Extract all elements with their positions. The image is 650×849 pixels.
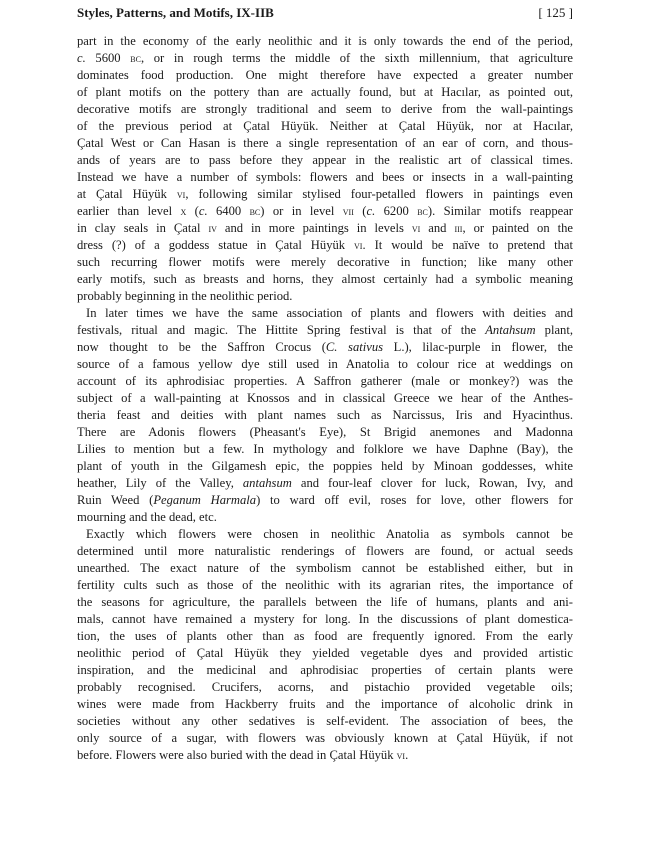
text-line	[77, 730, 573, 747]
text-segment: dress (?) of a goddess statue in Çatal Hüyük	[77, 238, 355, 252]
text-segment: tion, the uses of plants other than as food are frequently ignored. From the early	[77, 629, 573, 643]
paragraph	[77, 526, 573, 764]
text-segment: . It would be naïve to pretend that	[362, 238, 573, 252]
text-line	[77, 305, 573, 322]
text-segment: earlier than level	[77, 204, 181, 218]
text-segment: Exactly which flowers were chosen in neolithic Anatolia as symbols cannot be	[86, 527, 573, 541]
paragraph	[77, 33, 573, 305]
text-segment: inspiration, and the medicinal and aphrodisiac properties of certain plants were	[77, 663, 573, 677]
text-segment: Çatal West or Can Hasan is there a single representation of an ear of corn, and thous-	[77, 136, 573, 150]
text-line	[77, 475, 573, 492]
text-segment: subject of a wall-painting at Knossos and in classical Greece we hear of the Anthes-	[77, 391, 573, 405]
text-line	[77, 696, 573, 713]
chapter-title: Styles, Patterns, and Motifs, IX-IIB	[77, 5, 274, 20]
text-line	[77, 271, 573, 288]
text-line	[77, 288, 573, 305]
text-line	[77, 254, 573, 271]
text-segment: There are Adonis flowers (Pheasant's Eye), St Brigid anemones and Madonna	[77, 425, 573, 439]
small-caps-text: bc	[130, 51, 141, 65]
italic-text: Antahsum	[485, 323, 536, 337]
text-line	[77, 458, 573, 475]
text-line	[77, 203, 573, 220]
text-segment: , or painted on the	[462, 221, 573, 235]
text-segment: now thought to be the Saffron Crocus (	[77, 340, 326, 354]
text-line	[77, 594, 573, 611]
small-caps-text: iii	[454, 221, 463, 235]
text-line	[77, 560, 573, 577]
italic-text: c.	[366, 204, 376, 218]
text-segment: at Çatal Hüyük	[77, 187, 177, 201]
text-segment: L.), lilac-purple in flower, the	[383, 340, 573, 354]
text-line	[77, 611, 573, 628]
italic-text: C. sativus	[325, 340, 384, 354]
text-segment: the seasons for agriculture, the parallels between the life of humans, plants and ani-	[77, 595, 573, 609]
text-segment: ). Similar motifs reappear	[427, 204, 573, 218]
text-segment: mals, cannot have remained a mystery for long. In the discussions of plant domestica-	[77, 612, 573, 626]
text-line	[77, 356, 573, 373]
text-segment: neolithic period of Çatal Hüyük they yielded vegetable dyes and provided artistic	[77, 646, 573, 660]
text-line	[77, 84, 573, 101]
text-line	[77, 441, 573, 458]
text-segment: and	[420, 221, 455, 235]
running-head	[77, 5, 573, 23]
small-caps-text: vii	[342, 204, 354, 218]
text-line	[77, 101, 573, 118]
text-line	[77, 526, 573, 543]
text-line	[77, 662, 573, 679]
text-segment: festivals, ritual and magic. The Hittite Spring festival is that of the	[77, 323, 486, 337]
text-segment: ) to ward off evil, roses for love, other flowers for	[256, 493, 573, 507]
text-line	[77, 50, 573, 67]
text-segment: theria feast and deities with plant names such as Narcissus, Iris and Hyacinthus.	[77, 408, 573, 422]
text-line	[77, 220, 573, 237]
small-caps-text: x	[180, 204, 187, 218]
text-line	[77, 747, 573, 764]
text-line	[77, 339, 573, 356]
text-segment: source of a famous yellow dye still used in Anatolia to colour rice at weddings on	[77, 357, 573, 371]
text-line	[77, 407, 573, 424]
text-segment: of the previous period at Çatal Hüyük. Neither at Çatal Hüyük, nor at Hacılar,	[77, 119, 573, 133]
text-segment: societies without any other sedatives is self-evident. The association of bees, the	[77, 714, 573, 728]
text-line	[77, 322, 573, 339]
text-segment: plant of youth in the Gilgamesh epic, the poppies held by Minoan goddesses, white	[77, 459, 573, 473]
text-segment: such recurring flower motifs were merely decorative in function; like many other	[77, 255, 573, 269]
text-line	[77, 237, 573, 254]
text-line	[77, 543, 573, 560]
text-line	[77, 33, 573, 50]
small-caps-text: bc	[417, 204, 428, 218]
text-segment: mourning and the dead, etc.	[77, 510, 217, 524]
text-segment: .	[405, 748, 409, 762]
text-line	[77, 186, 573, 203]
small-caps-text: bc	[249, 204, 261, 218]
text-line	[77, 577, 573, 594]
text-line	[77, 118, 573, 135]
text-segment: early motifs, such as breasts and horns, they almost certainly had a symbolic meaning	[77, 272, 573, 286]
text-segment: Instead we have a number of symbols: flowers and bees or insects in a wall-painting	[77, 170, 573, 184]
text-segment: wines were made from Hackberry fruits and the importance of alcoholic drink in	[77, 697, 573, 711]
text-segment: determined until more naturalistic renderings of flowers are found, or actual seeds	[77, 544, 573, 558]
italic-text: antahsum	[242, 476, 292, 490]
text-segment: probably recognised. Crucifers, acorns, and pistachio provided vegetable oils;	[77, 680, 573, 694]
text-segment: fertility cults such as those of the neolithic with its agrarian rites, the importance of	[77, 578, 573, 592]
paragraph	[77, 305, 573, 526]
text-segment: before. Flowers were also buried with the dead in Çatal Hüyük	[77, 748, 397, 762]
text-segment: part in the economy of the early neolithic and it is only towards the end of the period,	[77, 34, 573, 48]
text-segment: account of its aphrodisiac properties. A Saffron gatherer (male or monkey?) was the	[77, 374, 573, 388]
text-line	[77, 67, 573, 84]
text-line	[77, 492, 573, 509]
text-segment: (	[186, 204, 199, 218]
text-segment: , or in rough terms the middle of the sixth millennium, that agriculture	[140, 51, 573, 65]
text-segment: In later times we have the same association of plants and flowers with deities and	[86, 306, 573, 320]
text-line	[77, 152, 573, 169]
italic-text: c.	[77, 51, 86, 65]
page-number: [ 125 ]	[538, 5, 573, 20]
text-segment: and four-leaf clover for luck, Rowan, Ivy, and	[291, 476, 573, 490]
text-segment: unearthed. The exact nature of the symbolism cannot be established either, but in	[77, 561, 573, 575]
small-caps-text: vi	[176, 187, 186, 201]
text-segment: 6400	[207, 204, 250, 218]
text-line	[77, 390, 573, 407]
text-segment: Ruin Weed (	[77, 493, 154, 507]
text-segment: 5600	[85, 51, 131, 65]
small-caps-text: vi	[396, 748, 406, 762]
text-segment: probably beginning in the neolithic period.	[77, 289, 293, 303]
text-line	[77, 628, 573, 645]
text-segment: decorative motifs are strongly traditional and seem to derive from the wall-paintings	[77, 102, 573, 116]
text-line	[77, 169, 573, 186]
text-segment: ) or in level	[260, 204, 343, 218]
text-segment: heather, Lily of the Valley,	[77, 476, 243, 490]
text-segment: ands of years are to pass before they appear in the realistic art of classical times.	[77, 153, 573, 167]
italic-text: Peganum Harmala	[153, 493, 257, 507]
text-line	[77, 135, 573, 152]
body-text	[77, 33, 573, 764]
text-segment: dominates food production. One might therefore have expected a greater number	[77, 68, 573, 82]
text-line	[77, 645, 573, 662]
text-segment: of plant motifs on the pottery than are actually found, but at Hacılar, as pointed out,	[77, 85, 573, 99]
text-segment: only source of a sugar, with flowers was obviously known at Çatal Hüyük, if not	[77, 731, 573, 745]
text-segment: and in more paintings in levels	[216, 221, 412, 235]
text-line	[77, 373, 573, 390]
small-caps-text: vi	[411, 221, 421, 235]
text-line	[77, 509, 573, 526]
small-caps-text: iv	[208, 221, 217, 235]
text-segment: plant,	[535, 323, 573, 337]
text-segment: 6200	[375, 204, 418, 218]
italic-text: c.	[198, 204, 208, 218]
small-caps-text: vi	[354, 238, 363, 252]
text-segment: in clay seals in Çatal	[77, 221, 209, 235]
text-line	[77, 424, 573, 441]
text-segment: Lilies to mention but a few. In mythology and folklore we have Daphne (Bay), the	[77, 442, 573, 456]
text-segment: , following similar stylised four-petalled flowers in paintings even	[185, 187, 573, 201]
text-segment: (	[353, 204, 367, 218]
text-line	[77, 679, 573, 696]
text-line	[77, 713, 573, 730]
